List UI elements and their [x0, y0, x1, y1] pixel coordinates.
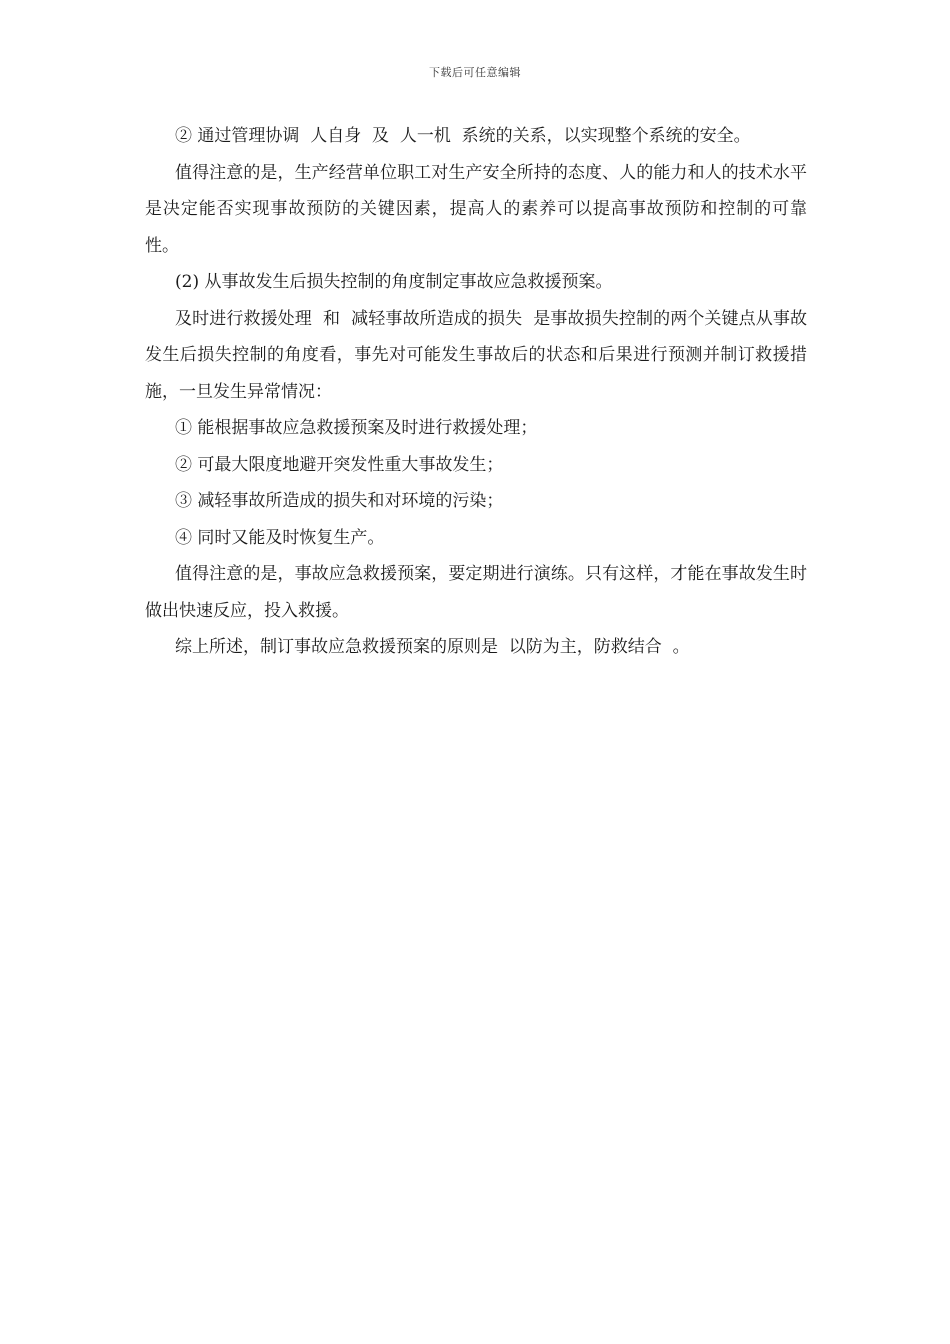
- page-header: 下载后可任意编辑: [429, 66, 521, 79]
- paragraph-loss-control-heading: (2) 从事故发生后损失控制的角度制定事故应急救援预案。: [175, 272, 613, 292]
- list-item-2: ② 可最大限度地避开突发性重大事故发生；: [175, 454, 504, 475]
- paragraph-attention-human-factors: 值得注意的是，生产经营单位职工对生产安全所持的态度、人的能力和人的技术水平是决定能否实现事故预防的关键因素，提高人的素养可以提高事故预防和控制的可靠性。: [145, 162, 807, 256]
- list-item-1: ① 能根据事故应急救援预案及时进行救援处理；: [175, 418, 538, 438]
- paragraph-drill-note: 值得注意的是，事故应急救援预案，要定期进行演练。只有这样，才能在事故发生时做出快速反应，投入救援。: [145, 564, 807, 621]
- list-item-3: ③ 减轻事故所造成的损失和对环境的污染；: [175, 491, 504, 511]
- paragraph-summary: 综上所述，制订事故应急救援预案的原则是 以防为主，防救结合 。: [175, 637, 690, 657]
- document-body: [145, 118, 807, 666]
- paragraph-management-coordination: ② 通过管理协调 人自身 及 人一机 系统的关系，以实现整个系统的安全。: [175, 126, 751, 146]
- paragraph-rescue-key-points: 及时进行救援处理 和 减轻事故所造成的损失 是事故损失控制的两个关键点从事故发生后损失控制的角度看，事先对可能发生事故后的状态和后果进行预测并制订救援措施，一旦发生异常情况：: [145, 308, 807, 402]
- list-item-4: ④ 同时又能及时恢复生产。: [175, 527, 385, 548]
